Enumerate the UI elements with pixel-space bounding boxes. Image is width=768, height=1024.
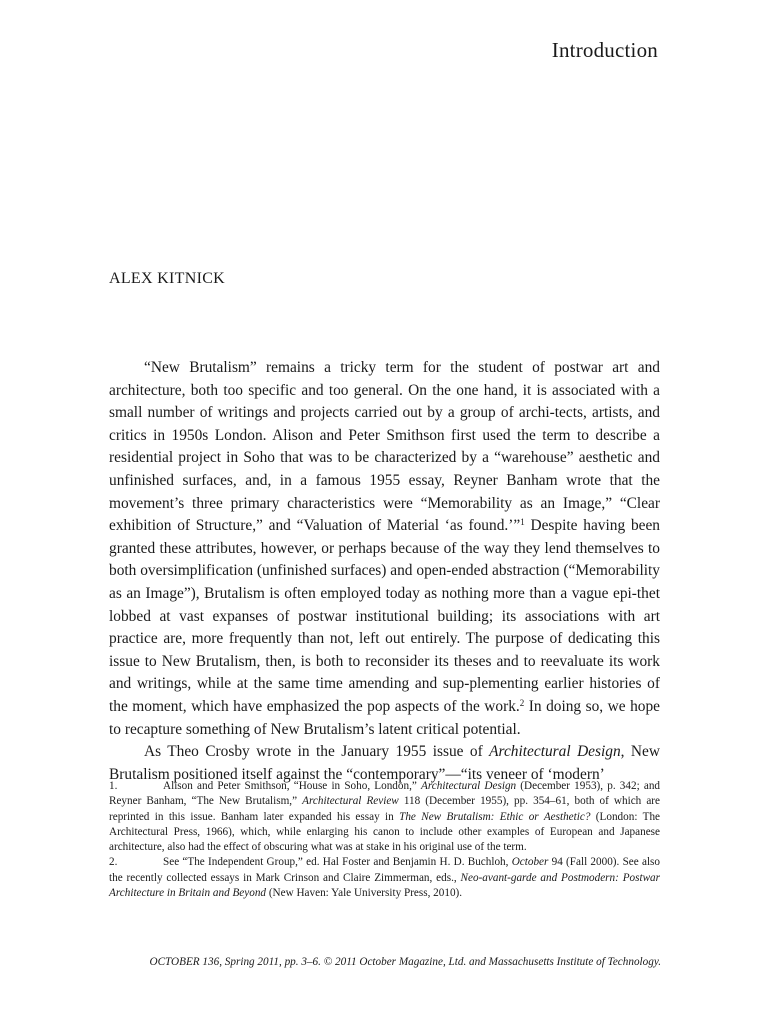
- footnote-text: See “The Independent Group,” ed. Hal Foster and Benjamin H. D. Buchloh,: [163, 856, 512, 869]
- footnote-italic: Architectural Design: [421, 780, 517, 792]
- footnote-italic: The New Brutalism: Ethic or Aesthetic?: [399, 810, 591, 823]
- footnote-ref-2[interactable]: 2: [519, 697, 525, 708]
- journal-title: Architectural Design: [489, 743, 621, 761]
- paragraph-2-text-a: As Theo Crosby wrote in the January 1955 issue of: [144, 743, 490, 761]
- footnote-text: 94 (Fall 2000). See also the recently collected essays in Mark Crinson and Claire Zimmerman, eds.,: [109, 856, 660, 884]
- paragraph-1-text-b: Despite having been granted these attributes, however, or perhaps because of the way they lend themselves to both oversimplification (unfinished surfaces) and open-ended abstraction (“Memorability as an Image”), Brutalism is often employed today as nothing more than a vague epi-thet lobbed at vast expanses of postwar institutional building; its associations with art practice are, more frequently than not, left out entirely. The purpose of dedicating this issue to New Brutalism, then, is both to reconsider its theses and to reevaluate its work and writings, while at the same time amending and sup-plementing earlier histories of the moment, which have emphasized the pop aspects of the work.: [109, 517, 660, 715]
- footnote-ref-1[interactable]: 1: [520, 517, 525, 528]
- footnote-text: 118 (December 1955), pp. 354–61, both of which are reprinted in this issue. Banham later expanded his essay in: [109, 795, 660, 823]
- footnote-text: Alison and Peter Smithson, “House in Soho, London,”: [163, 780, 422, 792]
- footnotes: [109, 779, 660, 901]
- footnote-1: [109, 779, 660, 855]
- footnote-italic: October: [511, 856, 549, 869]
- footnote-number: 1.: [109, 780, 118, 792]
- footnote-number: 2.: [109, 856, 118, 869]
- footnote-italic: Neo-avant-garde and Postmodern: Postwar Architecture in Britain and Beyond: [109, 871, 661, 900]
- footnote-2: [109, 855, 660, 901]
- footnote-text: (London: The Architectural Press, 1966), which, while enlarging his canon to include other examples of European and Japanese architecture, also had the effect of obscuring what was at stake in his original use of the term.: [109, 810, 660, 854]
- paragraph-1-text-c: In doing so, we hope to recapture something of New Brutalism’s latent critical potential.: [109, 697, 661, 738]
- colophon: OCTOBER 136, Spring 2011, pp. 3–6. © 2011 October Magazine, Ltd. and Massachusetts Institute of Technology.: [149, 956, 661, 968]
- footnote-text: (December 1953), p. 342; and Reyner Banham, “The New Brutalism,”: [109, 780, 661, 808]
- footnote-text: (New Haven: Yale University Press, 2010).: [266, 887, 463, 900]
- paragraph-1: [109, 357, 660, 741]
- paragraph-2-text-b: , New Brutalism positioned itself against the “contemporary”—“its veneer of ‘modern’: [109, 743, 660, 783]
- author-name: ALEX KITNICK: [109, 270, 226, 287]
- paragraph-1-text-a: “New Brutalism” remains a tricky term for the student of postwar art and architecture, both too specific and too general. On the one hand, it is associated with a small number of writings and projects carried out by a group of archi-tects, artists, and critics in 1950s London. Alison and Peter Smithson first used the term to describe a residential project in Soho that was to be characterized by a “warehouse” aesthetic and unfinished surfaces, and, in a famous 1955 essay, Reyner Banham wrote that the movement’s three primary characteristics were “Memorability as an Image,” “Clear exhibition of Structure,” and “Valuation of Material ‘as found.’”: [109, 359, 660, 535]
- footnote-italic: Architectural Review: [302, 795, 399, 808]
- page-title: Introduction: [551, 38, 658, 62]
- article-body: [109, 357, 660, 786]
